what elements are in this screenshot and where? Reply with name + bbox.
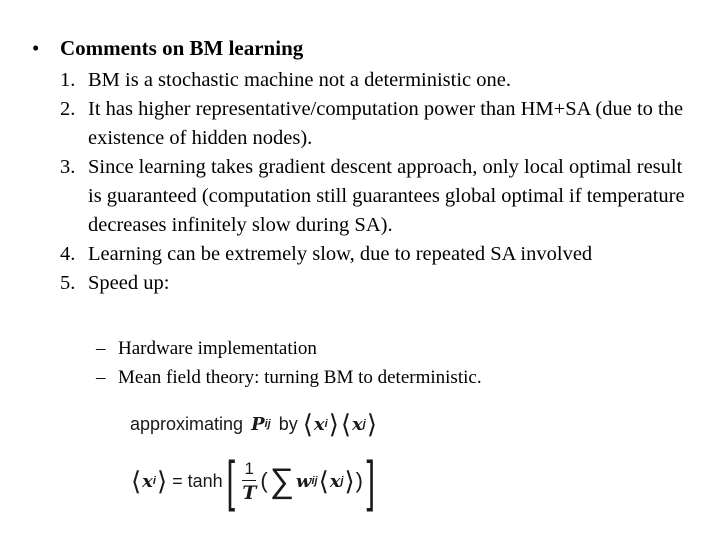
t-symbol: T bbox=[242, 481, 257, 504]
formula-line-approximation bbox=[130, 404, 379, 444]
item-number: 2. bbox=[60, 98, 76, 120]
right-angle-bracket: ⟩ bbox=[328, 409, 339, 439]
item-text: BM is a stochastic machine not a deterministic one. bbox=[88, 69, 511, 91]
x-symbol: x bbox=[142, 470, 153, 492]
dash-marker: – bbox=[96, 367, 106, 388]
x-symbol: x bbox=[352, 413, 363, 435]
left-angle-bracket: ⟨ bbox=[340, 409, 352, 439]
item-number: 4. bbox=[60, 243, 76, 265]
item-text: It has higher representative/computation power than HM+SA (due to the existence of hidden nodes). bbox=[88, 98, 684, 149]
left-paren: ( bbox=[260, 468, 268, 493]
fraction-bar bbox=[242, 480, 256, 481]
j-subscript: j bbox=[340, 475, 344, 487]
by-text: by bbox=[278, 413, 298, 434]
list-item bbox=[60, 66, 700, 95]
left-square-bracket: [ bbox=[226, 449, 235, 512]
sub-item-text: Mean field theory: turning BM to deterministic. bbox=[118, 367, 482, 388]
j-subscript: j bbox=[362, 418, 366, 430]
right-angle-bracket: ⟩ bbox=[366, 409, 377, 439]
x-symbol: x bbox=[313, 413, 325, 435]
heading-text: Comments on BM learning bbox=[60, 36, 304, 60]
item-number: 5. bbox=[60, 272, 76, 294]
item-number: 3. bbox=[60, 156, 76, 178]
w-symbol: w bbox=[295, 470, 312, 492]
w-subscript: ij bbox=[311, 475, 318, 487]
right-angle-bracket: ⟩ bbox=[344, 466, 355, 496]
equals-tanh-text: = tanh bbox=[172, 470, 223, 491]
mean-field-formula bbox=[130, 404, 379, 516]
approximating-text: approximating bbox=[130, 413, 244, 434]
list-item bbox=[60, 269, 700, 298]
dash-marker: – bbox=[96, 338, 106, 359]
slide-heading bbox=[32, 36, 303, 61]
left-angle-bracket: ⟨ bbox=[318, 466, 329, 496]
list-item bbox=[60, 95, 700, 153]
sum-symbol: ∑ bbox=[269, 461, 294, 500]
numerator-one: 1 bbox=[244, 458, 255, 478]
left-angle-bracket: ⟨ bbox=[131, 466, 142, 496]
heading-bullet: • bbox=[32, 36, 40, 60]
item-text: Learning can be extremely slow, due to repeated SA involved bbox=[88, 243, 593, 265]
sub-list-item bbox=[96, 334, 656, 363]
sub-list bbox=[96, 334, 656, 392]
sub-list-item bbox=[96, 363, 656, 392]
sub-item-text: Hardware implementation bbox=[118, 338, 317, 359]
i-subscript: i bbox=[152, 475, 156, 487]
formula-line-tanh bbox=[130, 446, 379, 516]
item-text: Speed up: bbox=[88, 272, 170, 294]
one-over-t-fraction bbox=[242, 459, 256, 504]
p-symbol: P bbox=[251, 413, 265, 435]
list-item bbox=[60, 153, 700, 240]
left-angle-bracket: ⟨ bbox=[302, 409, 313, 439]
i-subscript: i bbox=[324, 418, 328, 430]
right-angle-bracket: ⟩ bbox=[156, 466, 168, 496]
numbered-list bbox=[60, 66, 700, 298]
item-text: Since learning takes gradient descent approach, only local optimal result is guaranteed (computation still guarantees global optimal if temperature decreases infinitely slow during SA). bbox=[88, 156, 685, 236]
right-square-bracket: ] bbox=[366, 449, 376, 512]
x-symbol: x bbox=[329, 470, 341, 492]
right-paren: ) bbox=[355, 468, 363, 493]
p-subscript: ij bbox=[264, 418, 271, 430]
item-number: 1. bbox=[60, 69, 76, 91]
list-item bbox=[60, 240, 700, 269]
